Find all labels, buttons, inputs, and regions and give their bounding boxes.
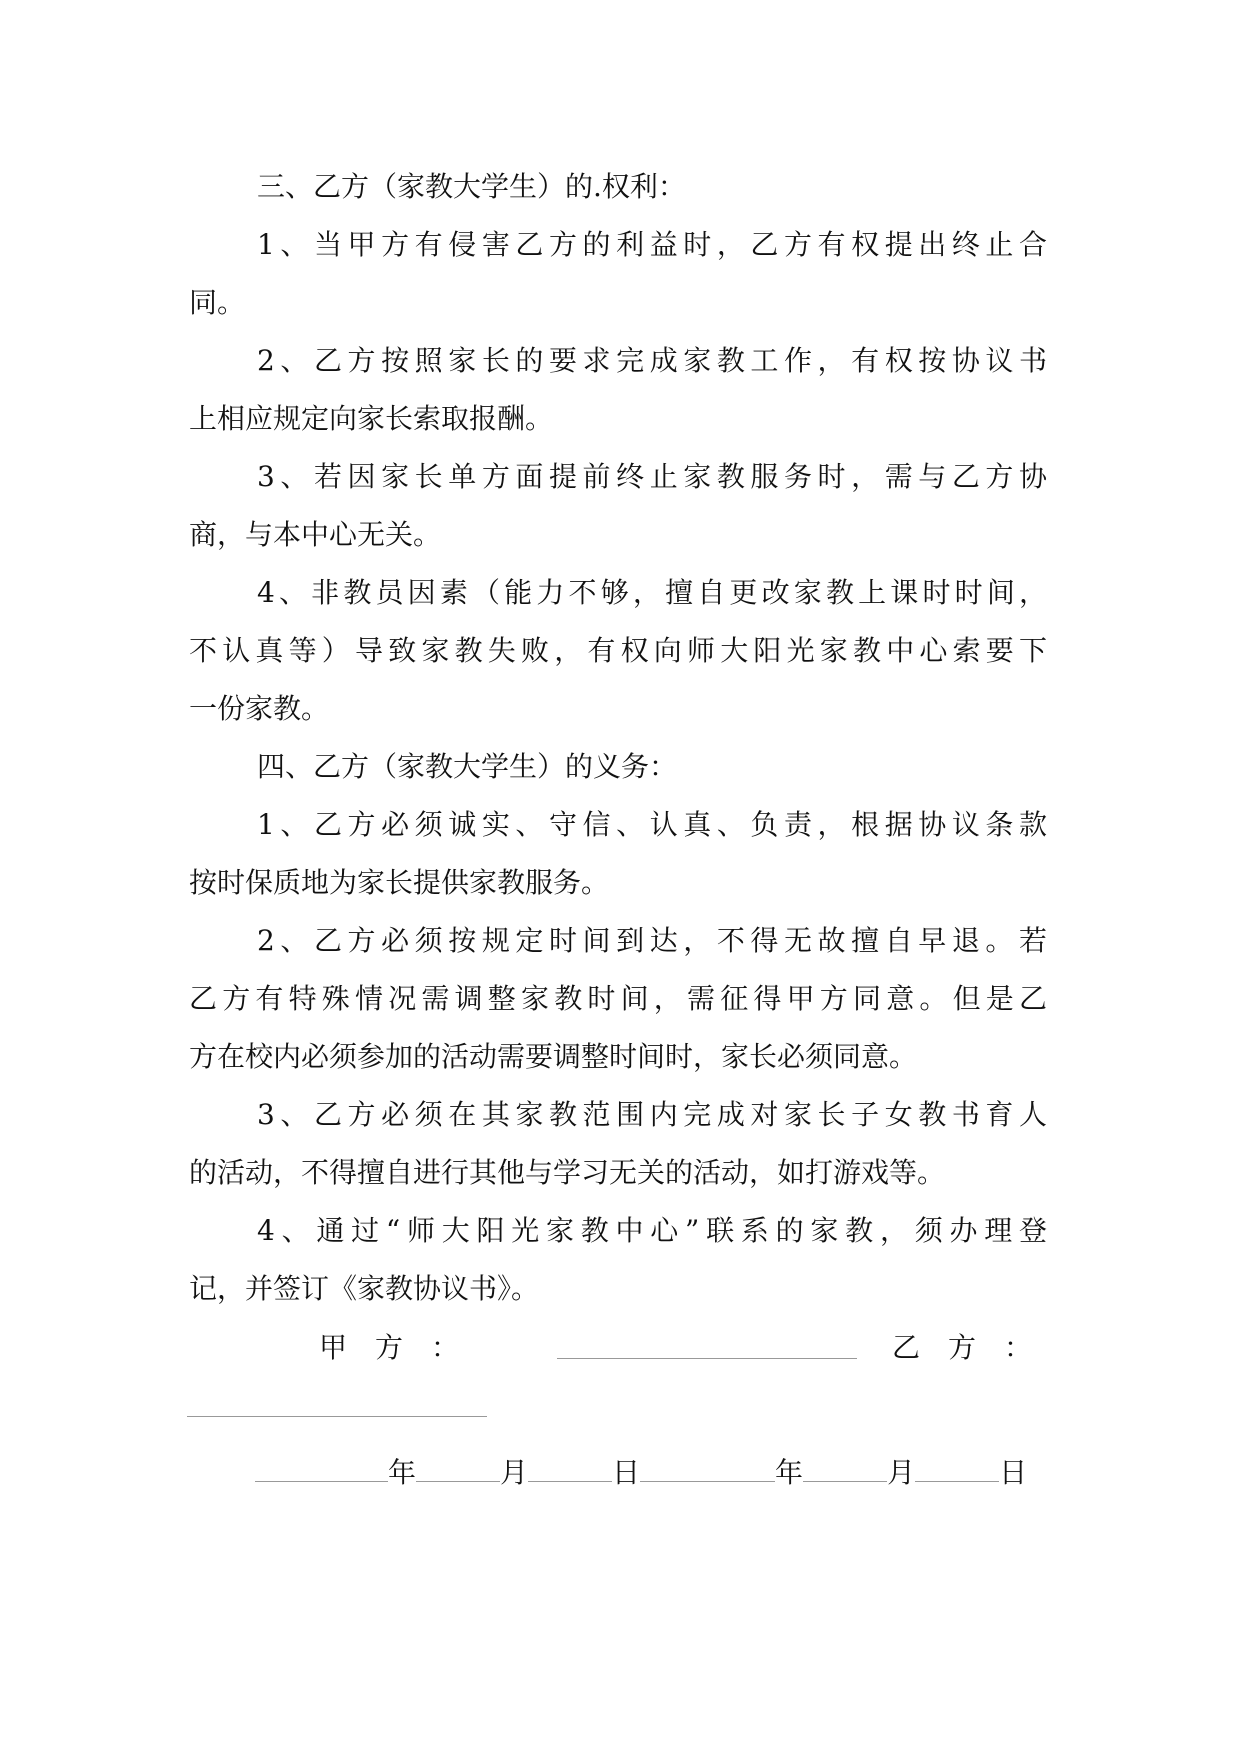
paragraph-line: 不认真等）导致家教失败，有权向师大阳光家教中心索要下	[189, 634, 1047, 667]
paragraph-line: 的活动，不得擅自进行其他与学习无关的活动，如打游戏等。	[189, 1156, 946, 1189]
party-a-signature-line[interactable]	[557, 1358, 857, 1359]
month-b-blank[interactable]	[803, 1481, 887, 1482]
paragraph-line: 记，并签订《家教协议书》。	[189, 1272, 540, 1305]
party-b-label: 乙 方 ：	[892, 1331, 1033, 1364]
paragraph-line: 商，与本中心无关。	[189, 518, 442, 551]
date-row	[189, 1438, 1047, 1508]
paragraph-line: 3、乙方必须在其家教范围内完成对家长子女教书育人	[257, 1098, 1047, 1131]
day-a-blank[interactable]	[528, 1481, 612, 1482]
year-a-blank[interactable]	[255, 1481, 388, 1482]
year-a-label: 年	[388, 1456, 417, 1489]
section4-heading: 四、乙方（家教大学生）的义务：	[257, 750, 678, 783]
day-b-blank[interactable]	[915, 1481, 999, 1482]
year-b-label: 年	[775, 1456, 804, 1489]
paragraph-line: 1、当甲方有侵害乙方的利益时，乙方有权提出终止合	[257, 228, 1047, 261]
party-b-signature-line[interactable]	[187, 1416, 487, 1417]
document-page	[189, 158, 1047, 1508]
year-b-blank[interactable]	[640, 1481, 775, 1482]
month-a-blank[interactable]	[416, 1481, 500, 1482]
paragraph-line: 一份家教。	[189, 692, 330, 725]
paragraph-line: 2、乙方按照家长的要求完成家教工作，有权按协议书	[257, 344, 1047, 377]
paragraph-line: 按时保质地为家长提供家教服务。	[189, 866, 610, 899]
paragraph-line: 4、非教员因素（能力不够，擅自更改家教上课时时间，	[257, 576, 1047, 609]
paragraph-line: 3、若因家长单方面提前终止家教服务时，需与乙方协	[257, 460, 1047, 493]
paragraph-line: 2、乙方必须按规定时间到达，不得无故擅自早退。若	[257, 924, 1047, 957]
paragraph-line: 4、通过“师大阳光家教中心”联系的家教，须办理登	[257, 1214, 1047, 1247]
month-a-label: 月	[500, 1456, 529, 1489]
month-b-label: 月	[887, 1456, 916, 1489]
section3-heading: 三、乙方（家教大学生）的.权利：	[257, 170, 686, 203]
paragraph-line: 同。	[189, 286, 246, 319]
party-b-signature-row	[189, 1378, 1047, 1438]
paragraph-line: 方在校内必须参加的活动需要调整时间时，家长必须同意。	[189, 1040, 918, 1073]
signature-row	[189, 1318, 1047, 1378]
day-b-label: 日	[999, 1456, 1028, 1489]
paragraph-line: 上相应规定向家长索取报酬。	[189, 402, 554, 435]
day-a-label: 日	[612, 1456, 641, 1489]
paragraph-line: 1、乙方必须诚实、守信、认真、负责，根据协议条款	[257, 808, 1047, 841]
party-a-label: 甲 方 ：	[319, 1331, 460, 1364]
paragraph-line: 乙方有特殊情况需调整家教时间，需征得甲方同意。但是乙	[189, 982, 1047, 1015]
